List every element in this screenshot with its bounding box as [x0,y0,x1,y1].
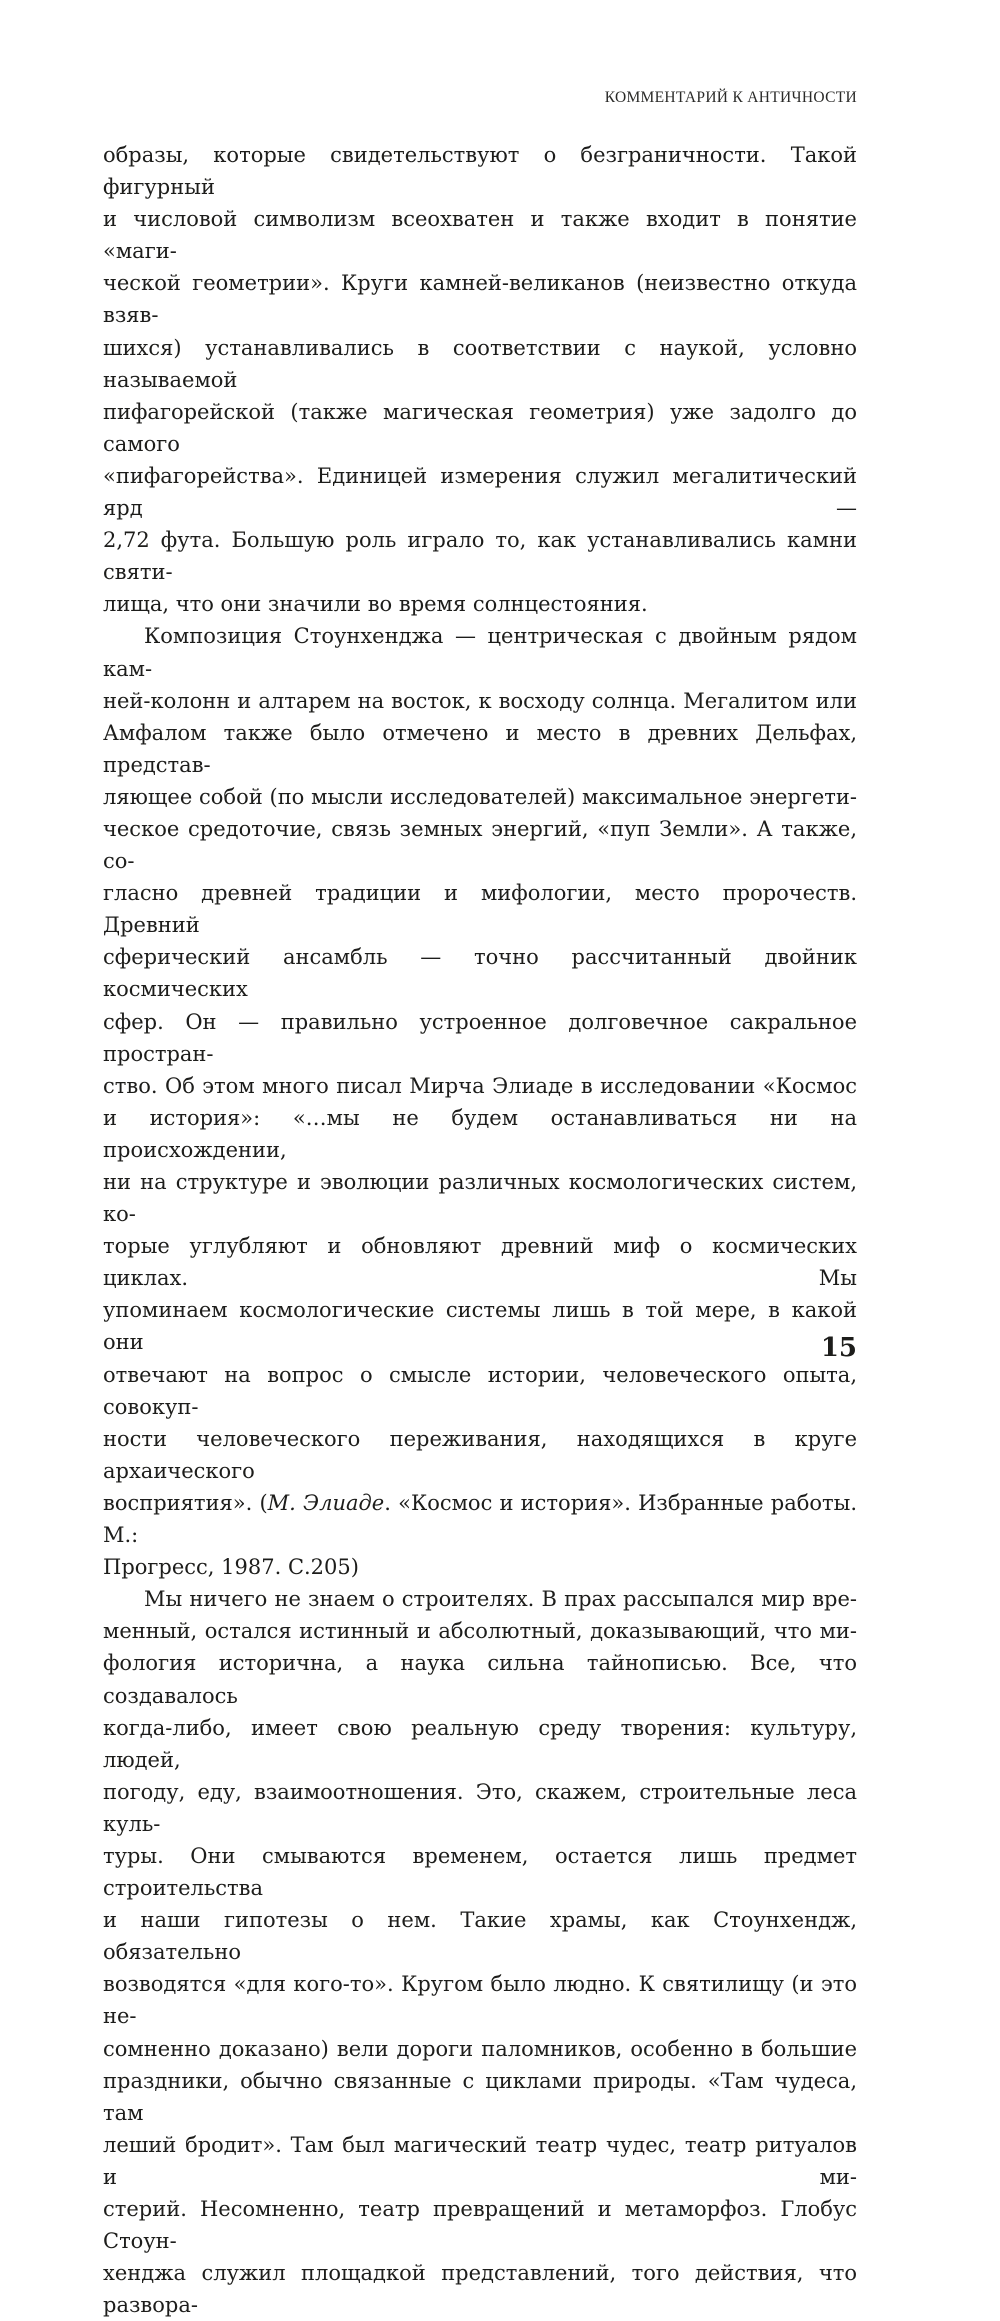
paragraph-line: праздники, обычно связанные с циклами природы. «Там чудеса, там [103,2068,857,2125]
paragraph-line: сфер. Он — правильно устроенное долговечное сакральное простран- [103,1009,857,1066]
paragraph-line: торые углубляют и обновляют древний миф о космических циклах. Мы [103,1234,857,1291]
paragraph-line: возводятся «для кого-то». Кругом было людно. К святилищу (и это не- [103,1972,857,2029]
paragraph-line: ни на структуре и эволюции различных космологических систем, ко- [103,1170,857,1227]
running-title: КОММЕНТАРИЙ К АНТИЧНОСТИ [604,89,857,106]
paragraph-line: фология исторична, а наука сильна тайнописью. Все, что создавалось [103,1651,857,1708]
citation-line [103,1487,857,1551]
paragraph-line: и наши гипотезы о нем. Такие храмы, как Стоунхендж, обязательно [103,1908,857,1965]
paragraph-line: пифагорейской (также магическая геометрия) уже задолго до самого [103,399,857,456]
citation-prefix: восприятия». ( [103,1490,268,1515]
paragraph-line: ности человеческого переживания, находящихся в круге архаического [103,1426,857,1483]
paragraph-line: когда-либо, имеет свою реальную среду творения: культуру, людей, [103,1715,857,1772]
citation-author: М. Элиаде [267,1490,385,1515]
paragraph-line-text: Композиция Стоунхенджа — центрическая с двойным рядом кам- [103,624,857,681]
paragraph-line: образы, которые свидетельствуют о безграничности. Такой фигурный [103,143,857,200]
paragraph-line: шихся) устанавливались в соответствии с наукой, условно называемой [103,335,857,392]
paragraph-line: сферический ансамбль — точно рассчитанный двойник космических [103,945,857,1002]
paragraph-line: хенджа служил площадкой представлений, того действия, что развора- [103,2261,857,2318]
paragraph-first-line [103,1583,857,1615]
paragraph-line-text: Мы ничего не знаем о строителях. В прах рассыпался мир вре- [144,1587,857,1612]
paragraph-line: гласно древней традиции и мифологии, место пророчеств. Древний [103,881,857,938]
paragraph-line: ческой геометрии». Круги камней-великанов (неизвестно откуда взяв- [103,271,857,328]
paragraph-line: сомненно доказано) вели дороги паломников, особенно в большие [103,2036,857,2061]
paragraph-line: Амфалом также было отмечено и место в древних Дельфах, представ- [103,720,857,777]
body-text [103,139,857,2321]
paragraph-line: и история»: «…мы не будем останавливаться ни на происхождении, [103,1105,857,1162]
paragraph-line: и числовой символизм всеохватен и также входит в понятие «маги- [103,207,857,264]
paragraph-line: ческое средоточие, связь земных энергий, «пуп Земли». А также, со- [103,816,857,874]
paragraph-line: стерий. Несомненно, театр превращений и метаморфоз. Глобус Стоун- [103,2197,857,2254]
citation-end: Прогресс, 1987. С.205) [103,1555,359,1580]
paragraph-line: леший бродит». Там был магический театр чудес, театр ритуалов и ми- [103,2132,857,2189]
paragraph-line: 2,72 фута. Большую роль играло то, как устанавливались камни святи- [103,528,857,585]
paragraph-line: упоминаем космологические системы лишь в той мере, в какой они [103,1298,857,1355]
paragraph-line: лища, что они значили во время солнцестояния. [103,592,648,617]
page-number: 15 [820,1333,857,1363]
paragraph-line: туры. Они смываются временем, остается лишь предмет строительства [103,1843,857,1901]
paragraph-line: погоду, еду, взаимоотношения. Это, скажем, строительные леса куль- [103,1779,857,1836]
paragraph-line: отвечают на вопрос о смысле истории, человеческого опыта, совокуп- [103,1362,857,1419]
citation-suffix: . «Космос и история». Избранные работы. М.: [103,1490,858,1548]
paragraph-line: «пифагорейства». Единицей измерения служил мегалитический ярд — [103,463,857,521]
paragraph-line: ство. Об этом много писал Мирча Элиаде в исследовании «Космос [103,1073,857,1098]
paragraph-line: ней-колонн и алтарем на восток, к восходу солнца. Мегалитом или [103,688,857,713]
paragraph-line: ляющее собой (по мысли исследователей) максимальное энергети- [103,784,857,809]
paragraph-line: менный, остался истинный и абсолютный, доказывающий, что ми- [103,1619,857,1644]
paragraph-first-line [103,620,857,684]
